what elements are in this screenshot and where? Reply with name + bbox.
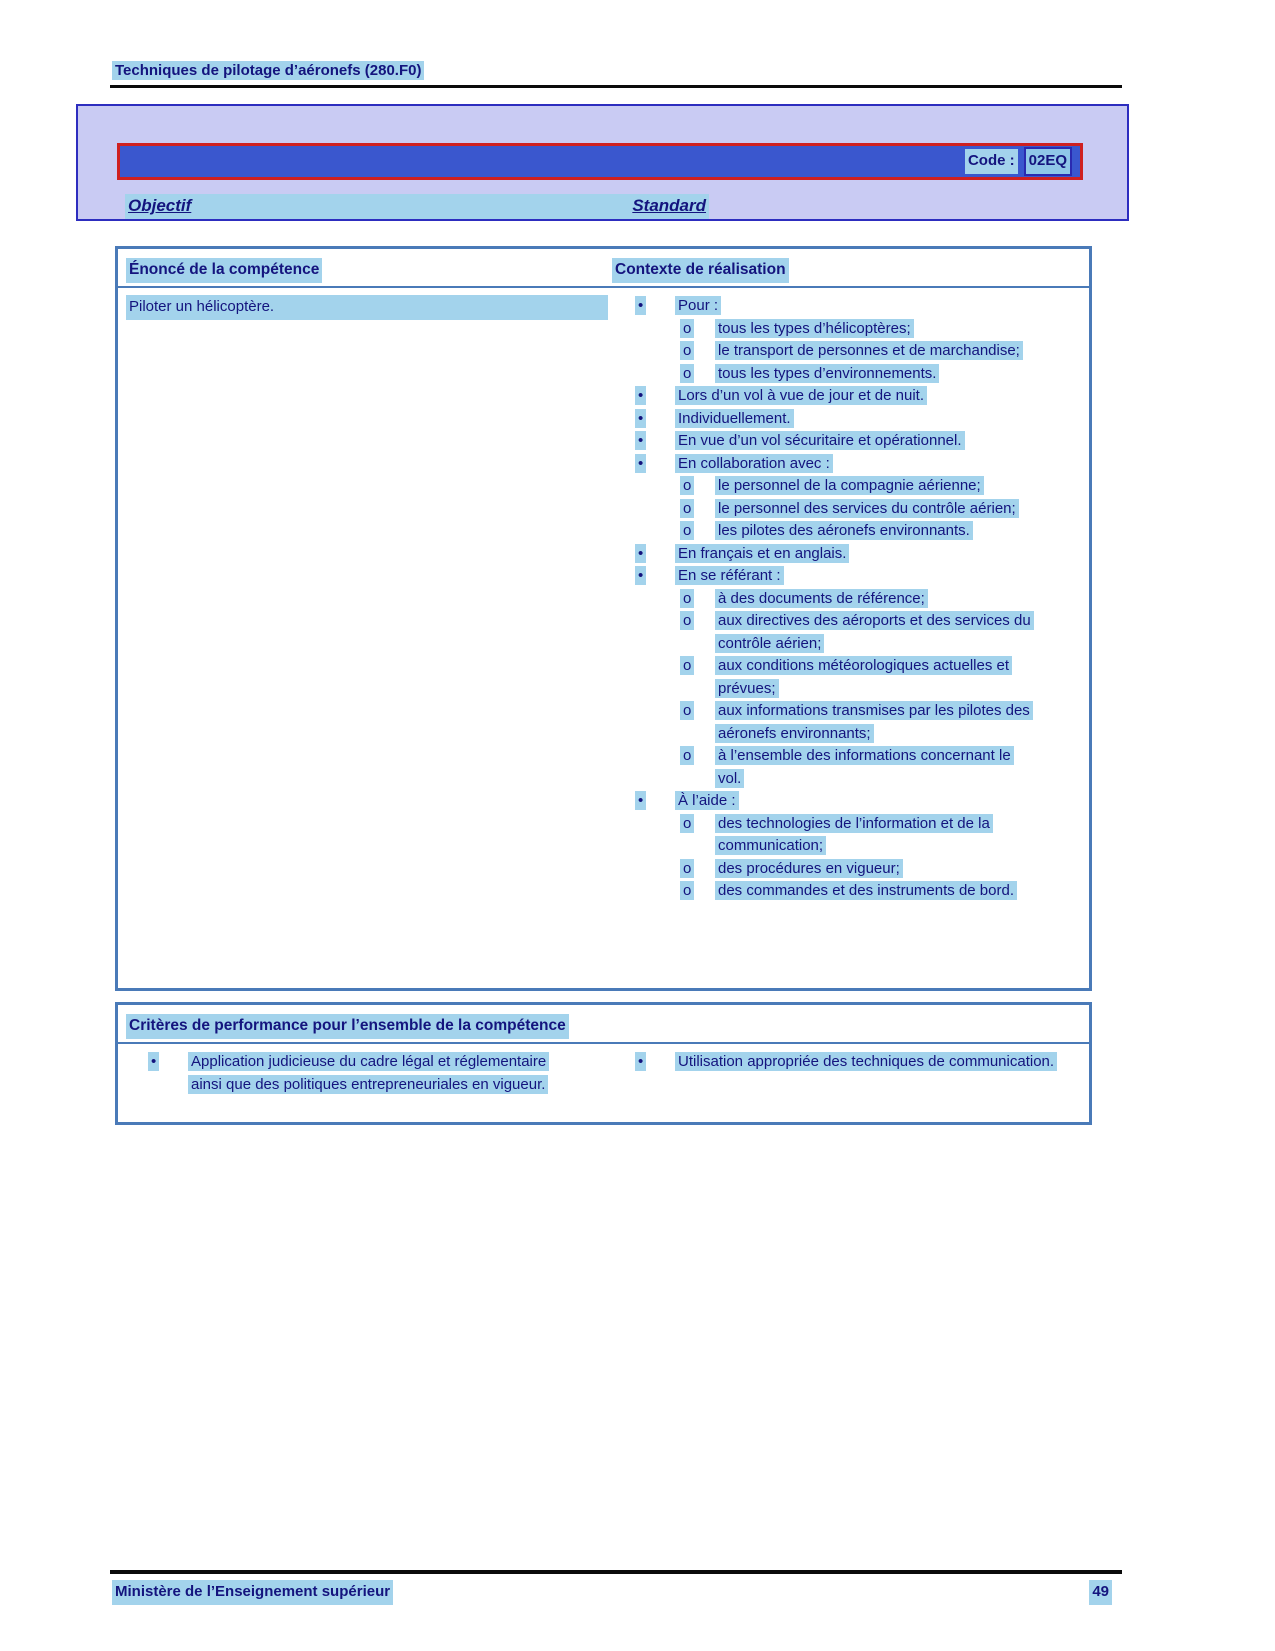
context-list-item	[612, 295, 1032, 318]
context-list-item	[612, 385, 1032, 408]
column-header-enonce: Énoncé de la compétence	[126, 258, 322, 283]
context-item-text: le personnel des services du contrôle aérien;	[715, 498, 1032, 521]
criteria-item-text: Application judicieuse du cadre légal et réglementaire ainsi que des politiques entrepreneuriales en vigueur.	[188, 1051, 570, 1096]
bullet-icon: o	[680, 363, 715, 386]
context-item-text: En vue d’un vol sécuritaire et opérationnel.	[675, 430, 1032, 453]
context-item-text: En se référant :	[675, 565, 1032, 588]
objective-standard-row	[125, 194, 709, 219]
context-item-text: tous les types d’hélicoptères;	[715, 318, 1032, 341]
bullet-icon: o	[680, 475, 715, 498]
bullet-icon: •	[635, 295, 675, 318]
context-item-text: à l’ensemble des informations concernant le vol.	[715, 745, 1032, 790]
context-item-text: Individuellement.	[675, 408, 1032, 431]
context-list-item	[612, 655, 1032, 700]
context-list-item	[612, 700, 1032, 745]
title-banner	[76, 104, 1129, 221]
bullet-icon: •	[635, 430, 675, 453]
context-list-item	[612, 453, 1032, 476]
context-item-text: le transport de personnes et de marchandise;	[715, 340, 1032, 363]
bullet-icon: •	[635, 790, 675, 813]
context-list-item	[612, 880, 1032, 903]
bullet-icon: o	[680, 858, 715, 881]
footer-page-number: 49	[1089, 1580, 1112, 1605]
context-list-item	[612, 408, 1032, 431]
bullet-icon: •	[635, 565, 675, 588]
criteria-list-item	[612, 1051, 1067, 1074]
competence-statement	[126, 295, 608, 320]
context-list-item	[612, 363, 1032, 386]
context-item-text: des technologies de l’information et de la communication;	[715, 813, 1032, 858]
code-bar	[117, 143, 1083, 180]
criteria-item-text: Utilisation appropriée des techniques de communication.	[675, 1051, 1067, 1074]
bullet-icon: •	[635, 385, 675, 408]
bullet-icon: o	[680, 318, 715, 341]
bullet-icon: o	[680, 813, 715, 836]
document-header	[112, 60, 424, 83]
footer	[112, 1580, 1112, 1605]
context-list-item	[612, 543, 1032, 566]
context-item-text: À l’aide :	[675, 790, 1032, 813]
bullet-icon: •	[635, 453, 675, 476]
context-item-text: aux informations transmises par les pilotes des aéronefs environnants;	[715, 700, 1032, 745]
bullet-icon: •	[148, 1051, 188, 1074]
context-item-text: aux directives des aéroports et des services du contrôle aérien;	[715, 610, 1032, 655]
context-item-text: Lors d’un vol à vue de jour et de nuit.	[675, 385, 1032, 408]
context-item-text: des commandes et des instruments de bord.	[715, 880, 1032, 903]
bullet-icon: •	[635, 408, 675, 431]
context-list-item	[612, 475, 1032, 498]
bullet-icon: o	[680, 610, 715, 633]
context-list-item	[612, 318, 1032, 341]
competence-table	[115, 246, 1092, 991]
context-list-item	[612, 610, 1032, 655]
context-list-item	[612, 588, 1032, 611]
context-item-text: En collaboration avec :	[675, 453, 1032, 476]
bullet-icon: •	[635, 543, 675, 566]
context-list-item	[612, 858, 1032, 881]
bullet-icon: o	[680, 498, 715, 521]
criteria-list-item	[125, 1051, 570, 1096]
context-list-item	[612, 340, 1032, 363]
standard-label: Standard	[632, 196, 706, 215]
context-list-item	[612, 520, 1032, 543]
footer-rule	[110, 1570, 1122, 1574]
context-list-item	[612, 565, 1032, 588]
header-divider	[118, 286, 1089, 288]
code-value: 02EQ	[1024, 147, 1072, 176]
context-list-item	[612, 430, 1032, 453]
objectif-label: Objectif	[128, 196, 192, 215]
context-item-text: à des documents de référence;	[715, 588, 1032, 611]
bullet-icon: o	[680, 588, 715, 611]
bullet-icon: •	[635, 1051, 675, 1074]
context-item-text: Pour :	[675, 295, 1032, 318]
bullet-icon: o	[680, 880, 715, 903]
header-divider	[118, 1042, 1089, 1044]
bullet-icon: o	[680, 745, 715, 768]
bullet-icon: o	[680, 655, 715, 678]
context-item-text: tous les types d’environnements.	[715, 363, 1032, 386]
document-title: Techniques de pilotage d’aéronefs (280.F0)	[112, 61, 424, 80]
code-label: Code :	[965, 149, 1018, 174]
competence-statement-text: Piloter un hélicoptère.	[126, 295, 608, 320]
bullet-icon: o	[680, 340, 715, 363]
header-rule	[110, 85, 1122, 88]
context-item-text: aux conditions météorologiques actuelles et prévues;	[715, 655, 1032, 700]
context-item-text: En français et en anglais.	[675, 543, 1032, 566]
column-header-contexte: Contexte de réalisation	[612, 258, 789, 283]
footer-ministry: Ministère de l’Enseignement supérieur	[112, 1580, 393, 1605]
context-list	[612, 295, 1032, 903]
criteria-left-list	[125, 1051, 570, 1096]
context-item-text: le personnel de la compagnie aérienne;	[715, 475, 1032, 498]
criteria-right-list	[612, 1051, 1067, 1074]
context-item-text: des procédures en vigueur;	[715, 858, 1032, 881]
criteria-table	[115, 1002, 1092, 1125]
context-list-item	[612, 813, 1032, 858]
context-list-item	[612, 790, 1032, 813]
context-list-item	[612, 498, 1032, 521]
bullet-icon: o	[680, 700, 715, 723]
bullet-icon: o	[680, 520, 715, 543]
context-list-item	[612, 745, 1032, 790]
context-item-text: les pilotes des aéronefs environnants.	[715, 520, 1032, 543]
criteria-header: Critères de performance pour l’ensemble de la compétence	[126, 1014, 569, 1039]
